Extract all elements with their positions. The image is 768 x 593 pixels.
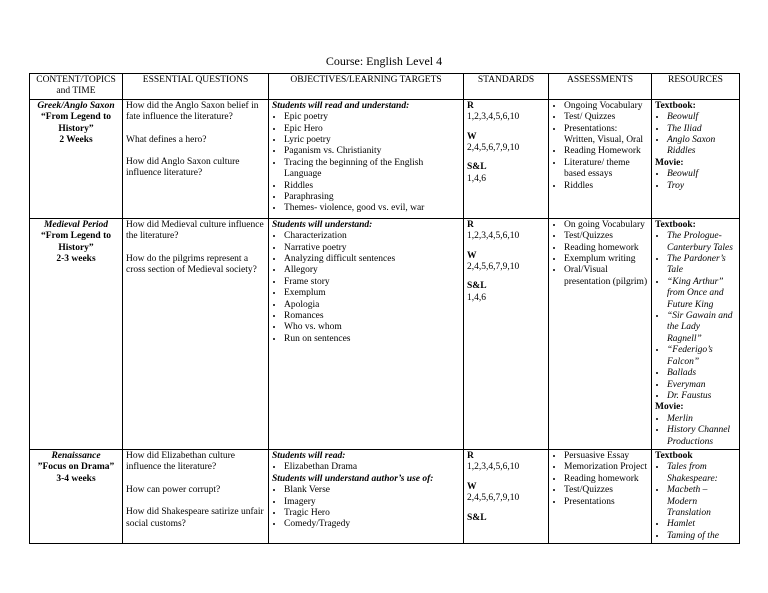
objectives-list bbox=[272, 485, 460, 531]
list-item: • Ongoing Vocabulary bbox=[564, 101, 648, 112]
movie-heading: Movie: bbox=[655, 157, 684, 168]
resources-heading: Textbook: bbox=[655, 100, 696, 111]
standard-values: 1,2,3,4,5,6,10 bbox=[467, 112, 520, 123]
header-assessments: ASSESSMENTS bbox=[549, 74, 652, 100]
list-item: • Ballads bbox=[667, 368, 736, 379]
list-item: • Presentations: Written, Visual, Oral bbox=[564, 124, 648, 147]
header-standards: STANDARDS bbox=[464, 74, 549, 100]
list-item: • Reading homework bbox=[564, 474, 648, 485]
standard-values: 2,4,5,6,7,9,10 bbox=[467, 493, 520, 504]
resources-list bbox=[655, 462, 736, 542]
list-item: • Merlin bbox=[667, 414, 736, 425]
assessments-list bbox=[552, 451, 648, 508]
list-item: • Macbeth – Modern Translation bbox=[667, 485, 736, 519]
assessments-cell bbox=[549, 99, 652, 218]
assessments-cell bbox=[549, 218, 652, 449]
questions-cell bbox=[123, 218, 269, 449]
list-item: • Apologia bbox=[284, 300, 460, 311]
list-item: • The Iliad bbox=[667, 124, 736, 135]
list-item: • Lyric poetry bbox=[284, 135, 460, 146]
list-item: • Imagery bbox=[284, 497, 460, 508]
resources-list bbox=[655, 112, 736, 158]
list-item: • Riddles bbox=[284, 181, 460, 192]
header-row bbox=[30, 74, 740, 100]
standard-label: W bbox=[467, 481, 477, 492]
list-item: • Tales from Shakespeare: bbox=[667, 462, 736, 485]
assessments-list bbox=[552, 220, 648, 288]
objectives-cell bbox=[269, 218, 464, 449]
curriculum-table bbox=[29, 73, 740, 544]
table-row bbox=[30, 449, 740, 543]
list-item: • Characterization bbox=[284, 231, 460, 242]
list-item: • Epic Hero bbox=[284, 124, 460, 135]
objectives-heading: Students will understand author’s use of: bbox=[272, 473, 434, 484]
standard-label: W bbox=[467, 250, 477, 261]
list-item: • Epic poetry bbox=[284, 112, 460, 123]
objectives-heading: Students will read and understand: bbox=[272, 100, 410, 111]
page-title: Course: English Level 4 bbox=[325, 54, 443, 68]
list-item: • Beowulf bbox=[667, 169, 736, 180]
list-item: • Reading Homework bbox=[564, 146, 648, 157]
list-item: • Allegory bbox=[284, 265, 460, 276]
list-item: • Test/ Quizzes bbox=[564, 112, 648, 123]
period-time: 2 Weeks bbox=[59, 135, 93, 146]
objectives-heading: Students will read: bbox=[272, 450, 346, 461]
list-item: • Reading homework bbox=[564, 243, 648, 254]
list-item: • Taming of the bbox=[667, 531, 736, 542]
list-item: • Test/Quizzes bbox=[564, 485, 648, 496]
list-item: • Tracing the beginning of the English Language bbox=[284, 158, 460, 181]
question: What defines a hero? bbox=[126, 134, 207, 145]
period-time: 3-4 weeks bbox=[56, 473, 96, 484]
resources-cell bbox=[652, 99, 740, 218]
standards-cell bbox=[464, 449, 549, 543]
resources-list bbox=[655, 231, 736, 402]
list-item: • The Pardoner’s Tale bbox=[667, 254, 736, 277]
question: How did the Anglo Saxon belief in fate influence the literature? bbox=[126, 100, 259, 123]
standard-values: 1,2,3,4,5,6,10 bbox=[467, 462, 520, 473]
content-cell bbox=[30, 449, 123, 543]
list-item: • Literature/ theme based essays bbox=[564, 158, 648, 181]
standard-label: S&L bbox=[467, 162, 487, 173]
list-item: • Hamlet bbox=[667, 519, 736, 530]
header-resources: RESOURCES bbox=[652, 74, 740, 100]
standard-label: S&L bbox=[467, 512, 487, 523]
objectives-heading: Students will understand: bbox=[272, 219, 373, 230]
movie-heading: Movie: bbox=[655, 402, 684, 413]
question: How do the pilgrims represent a cross section of Medieval society? bbox=[126, 253, 257, 276]
list-item: • Run on sentences bbox=[284, 334, 460, 345]
list-item: • Paganism vs. Christianity bbox=[284, 146, 460, 157]
period-theme: “From Legend to History” bbox=[40, 231, 111, 253]
list-item: • Romances bbox=[284, 311, 460, 322]
period-name: Greek/Anglo Saxon bbox=[37, 100, 115, 111]
list-item: • Memorization Project bbox=[564, 462, 648, 473]
list-item: • Test/Quizzes bbox=[564, 231, 648, 242]
resources-cell bbox=[652, 449, 740, 543]
movies-list bbox=[655, 169, 736, 192]
period-name: Renaissance bbox=[51, 450, 101, 461]
standard-values: 2,4,5,6,7,9,10 bbox=[467, 262, 520, 273]
standards-cell bbox=[464, 218, 549, 449]
objectives-cell bbox=[269, 99, 464, 218]
list-item: • “Sir Gawain and the Lady Ragnell” bbox=[667, 311, 736, 345]
question: How did Shakespeare satirize unfair social customs? bbox=[126, 507, 264, 529]
table-row bbox=[30, 218, 740, 449]
questions-cell bbox=[123, 449, 269, 543]
question: How did Anglo Saxon culture influence literature? bbox=[126, 157, 240, 179]
period-time: 2-3 weeks bbox=[56, 254, 96, 265]
content-cell bbox=[30, 218, 123, 449]
header-questions: ESSENTIAL QUESTIONS bbox=[123, 74, 269, 100]
standards-cell bbox=[464, 99, 549, 218]
standard-label: W bbox=[467, 131, 477, 142]
assessments-cell bbox=[549, 449, 652, 543]
assessments-list bbox=[552, 101, 648, 192]
question: How did Elizabethan culture influence the literature? bbox=[126, 450, 235, 473]
resources-heading: Textbook: bbox=[655, 219, 696, 230]
list-item: • Narrative poetry bbox=[284, 243, 460, 254]
list-item: • Beowulf bbox=[667, 112, 736, 123]
objectives-cell bbox=[269, 449, 464, 543]
list-item: • “Federigo’s Falcon” bbox=[667, 345, 736, 368]
movies-list bbox=[655, 414, 736, 448]
period-name: Medieval Period bbox=[43, 219, 109, 230]
list-item: • Elizabethan Drama bbox=[284, 462, 460, 473]
question: How did Medieval culture influence the literature? bbox=[126, 219, 264, 242]
objectives-list bbox=[272, 231, 460, 345]
list-item: • Who vs. whom bbox=[284, 322, 460, 333]
list-item: • Everyman bbox=[667, 380, 736, 391]
list-item: • Dr. Faustus bbox=[667, 391, 736, 402]
questions-cell bbox=[123, 99, 269, 218]
standard-label: R bbox=[467, 100, 474, 111]
list-item: • Themes- violence, good vs. evil, war bbox=[284, 203, 460, 214]
content-cell bbox=[30, 99, 123, 218]
standard-values: 2,4,5,6,7,9,10 bbox=[467, 143, 520, 154]
standard-label: R bbox=[467, 219, 474, 230]
list-item: • Anglo Saxon Riddles bbox=[667, 135, 736, 158]
period-theme: “From Legend to History” bbox=[40, 112, 111, 134]
resources-cell bbox=[652, 218, 740, 449]
header-objectives: OBJECTIVES/LEARNING TARGETS bbox=[269, 74, 464, 100]
list-item: • History Channel Productions bbox=[667, 425, 736, 448]
list-item: • Troy bbox=[667, 181, 736, 192]
list-item: • Exemplum writing bbox=[564, 254, 648, 265]
list-item: • Oral/Visual presentation (pilgrim) bbox=[564, 265, 648, 288]
list-item: • Blank Verse bbox=[284, 485, 460, 496]
list-item: • On going Vocabulary bbox=[564, 220, 648, 231]
resources-heading: Textbook bbox=[655, 450, 693, 461]
list-item: • Exemplum bbox=[284, 288, 460, 299]
standard-label: R bbox=[467, 450, 474, 461]
standard-label: S&L bbox=[467, 281, 487, 292]
list-item: • Riddles bbox=[564, 181, 648, 192]
list-item: • Presentations bbox=[564, 497, 648, 508]
list-item: • The Prologue- Canterbury Tales bbox=[667, 231, 736, 254]
standard-values: 1,4,6 bbox=[467, 173, 486, 184]
standard-values: 1,2,3,4,5,6,10 bbox=[467, 231, 520, 242]
objectives-list bbox=[272, 462, 460, 473]
standard-values: 1,4,6 bbox=[467, 292, 486, 303]
list-item: • Persuasive Essay bbox=[564, 451, 648, 462]
period-theme: ”Focus on Drama” bbox=[37, 462, 115, 473]
question: How can power corrupt? bbox=[126, 484, 221, 495]
list-item: • Frame story bbox=[284, 277, 460, 288]
table-row bbox=[30, 99, 740, 218]
list-item: • Analyzing difficult sentences bbox=[284, 254, 460, 265]
list-item: • “King Arthur” from Once and Future King bbox=[667, 277, 736, 311]
list-item: • Comedy/Tragedy bbox=[284, 519, 460, 530]
list-item: • Tragic Hero bbox=[284, 508, 460, 519]
header-content: CONTENT/TOPICS and TIME bbox=[30, 74, 123, 100]
objectives-list bbox=[272, 112, 460, 215]
list-item: • Paraphrasing bbox=[284, 192, 460, 203]
